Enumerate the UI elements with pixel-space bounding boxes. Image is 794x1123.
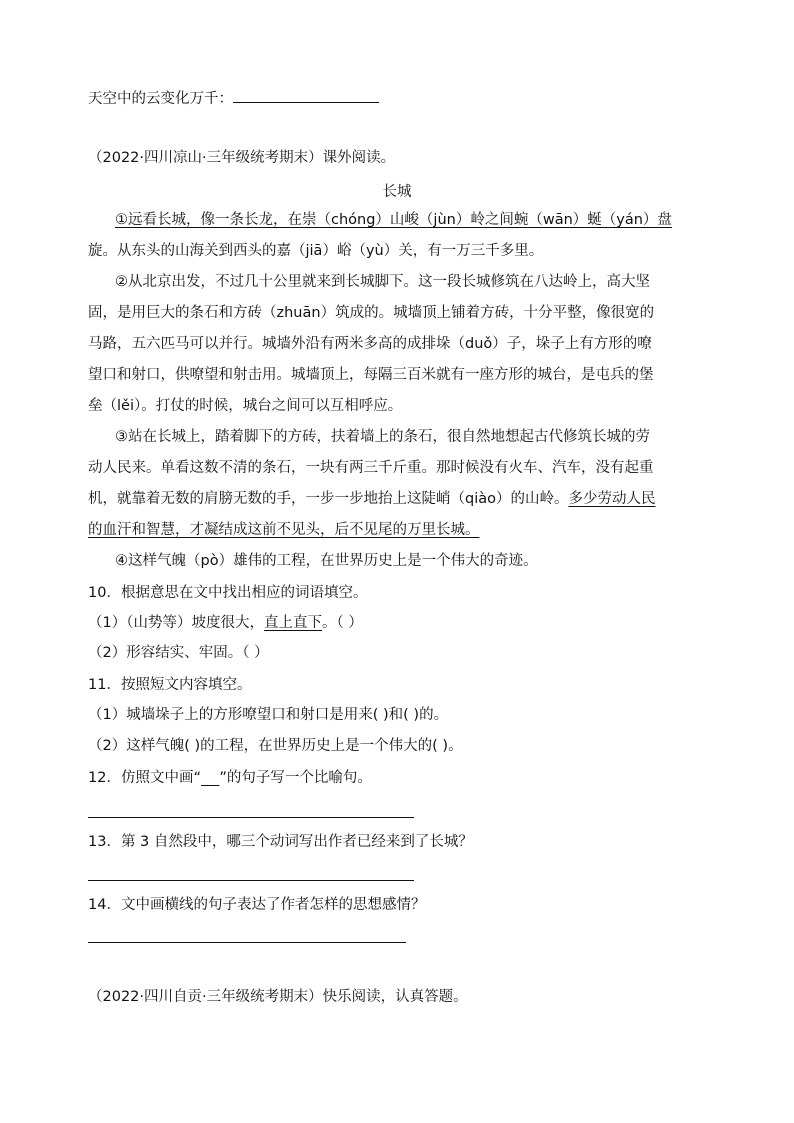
q10-sub1 xyxy=(88,613,363,633)
para2-line3: 马路，五六匹马可以并行。城墙外沿有两米多高的成排垛（duǒ）子，垛子上有方形的嘹 xyxy=(88,336,652,352)
underlined-sentence-part2: 的血汗和智慧，才凝结成这前不见头，后不见尾的万里长城。 xyxy=(88,522,480,538)
para4-line1: ④这样气魄（pò）雄伟的工程，在世界历史上是一个伟大的奇迹。 xyxy=(115,553,538,569)
para3-line1: ③站在长城上，踏着脚下的方砖，扶着墙上的条石，很自然地想起古代修筑长城的劳 xyxy=(115,429,650,445)
q10-stem: 10．根据意思在文中找出相应的词语填空。 xyxy=(88,585,368,601)
q14-answer-line[interactable] xyxy=(88,942,406,943)
para3-text: 机，就靠着无数的肩膀无数的手，一步一步地抬上这陡峭（qiào）的山岭。 xyxy=(88,491,569,507)
answer-blank[interactable] xyxy=(233,86,379,103)
q10-sub1-answer-paren[interactable]: 。（ ） xyxy=(321,615,363,631)
underlined-sentence-part1: 多少劳动人民 xyxy=(568,491,656,507)
source-note: （2022·四川凉山·三年级统考期末）课外阅读。 xyxy=(88,150,396,166)
para1-text: 旋。从东头的山海关到西头的嘉（jiā）峪（yù）关，有一万三千多里。 xyxy=(88,243,544,259)
q10-sub1-text: （1）（山势等）坡度很大， xyxy=(88,615,264,631)
q10-sub1-underlined: 直上直下 xyxy=(263,615,322,631)
para2-line2: 固，是用巨大的条石和方砖（zhuān）筑成的。城墙顶上铺着方砖，十分平整，像很宽的 xyxy=(88,305,655,321)
q12-answer-line[interactable] xyxy=(88,817,414,818)
prev-question-label: 天空中的云变化万千： xyxy=(88,91,233,107)
para1-line2 xyxy=(88,241,543,261)
article-title: 长城 xyxy=(382,184,412,200)
q13-stem: 13．第 3 自然段中，哪三个动词写出作者已经来到了长城？ xyxy=(88,834,473,850)
para3-line4 xyxy=(88,520,480,540)
q14-stem: 14．文中画横线的句子表达了作者怎样的思想感情？ xyxy=(88,897,426,913)
para2-line1: ②从北京出发，不过几十公里就来到长城脚下。这一段长城修筑在八达岭上，高大坚 xyxy=(115,274,650,290)
prev-question-line xyxy=(88,86,379,109)
para3-line2: 动人民来。单看这数不清的条石，一块有两三千斤重。那时候没有火车、汽车，没有起重 xyxy=(88,460,654,476)
q13-answer-line[interactable] xyxy=(88,880,414,881)
simile-sentence-part1: ①远看长城，像一条长龙，在崇（chóng）山峻（jùn）岭之间蜿（wān）蜒（yán）盘 xyxy=(115,212,672,228)
q10-sub2[interactable]: （2）形容结实、牢固。（ ） xyxy=(88,645,269,661)
para3-line3 xyxy=(88,489,656,509)
source-note-2: （2022·四川自贡·三年级统考期末）快乐阅读，认真答题。 xyxy=(88,989,468,1005)
q12-stem xyxy=(88,768,372,788)
q12-text-a: 12．仿照文中画“ xyxy=(88,770,201,786)
para1-line1 xyxy=(115,210,672,230)
q12-text-b: ”的句子写一个比喻句。 xyxy=(219,770,372,786)
q11-stem: 11．按照短文内容填空。 xyxy=(88,677,252,693)
para2-line4: 望口和射口，供嘹望和射击用。城墙顶上，每隔三百米就有一座方形的城台，是屯兵的堡 xyxy=(88,367,654,383)
para2-line5: 垒（lěi）。打仗的时候，城台之间可以互相呼应。 xyxy=(88,398,403,414)
q11-sub2[interactable]: （2）这样气魄( )的工程，在世界历史上是一个伟大的( )。 xyxy=(88,738,463,754)
q12-underline-sample xyxy=(201,770,219,786)
q11-sub1[interactable]: （1）城墙垛子上的方形嘹望口和射口是用来( )和( )的。 xyxy=(88,707,449,723)
